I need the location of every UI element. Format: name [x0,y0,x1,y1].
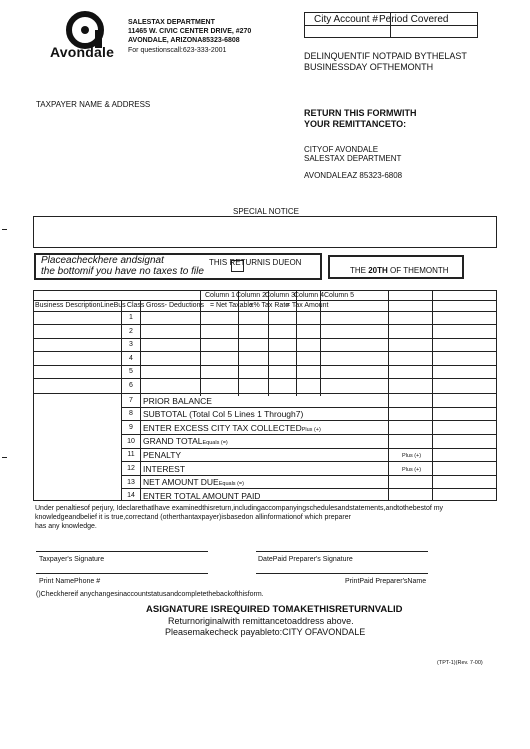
col3-label: Column 3 [265,292,295,299]
row-3-no: 3 [129,341,133,348]
remit-line1: CITYOF AVONDALE [304,145,379,154]
row-7-label: PRIOR BALANCE [143,396,212,406]
row-13-no: 13 [127,479,135,486]
address-change-note: ()Checkhereif anychangesinaccountstatusandcompletethebackofthisform. [36,591,264,598]
perjury-line2: knowledgeandbelief it is true,correctand (otherthantaxpayer)isbasedon allinformationof which preparer [35,514,351,521]
row-12-label: INTEREST [143,464,186,474]
row-2-no: 2 [129,328,133,335]
row-11-plus: Plus (+) [402,453,422,459]
row-4-no: 4 [129,355,133,362]
perjury-line1: Under penaltiesof perjury, Ideclarethatlhave examinedthisreturn,includingaccompanyingschedulesandstatements,andtothebestof my [35,505,444,512]
taxpayer-label: TAXPAYER NAME & ADDRESS [36,100,151,109]
row-10-text: GRAND TOTAL [143,436,203,446]
row-8-no: 8 [129,410,133,417]
return-form-line2: YOUR REMITTANCETO: [304,119,407,129]
dept-city: AVONDALE, ARIZONA85323-6808 [128,37,240,44]
row-11-label: PENALTY [143,450,182,460]
row-9-no: 9 [129,424,133,431]
remit-line2: SALESTAX DEPARTMENT [304,154,402,163]
due-label: THIS RETURNIS DUEON [209,258,302,267]
row-13-note: Equals (=) [218,481,244,487]
footer-payable: Pleasemakecheck payableto:CITY OFAVONDALE [165,627,366,637]
header-net: = Net Taxable [210,302,253,309]
due-pre: THE [350,266,369,275]
due-post: OF THEMONTH [387,266,449,275]
account-label: City Account # [314,14,378,25]
delinquent-line1: DELINQUENTIF NOTPAID BYTHELAST [304,51,467,61]
logo-wordmark: Avondale [50,44,115,60]
header-rate: x% Tax Rate [250,302,290,309]
footer-signature-required: ASIGNATURE ISREQUIRED TOMAKETHISRETURNVALID [146,604,403,615]
due-date-text [350,266,449,275]
questions-phone: For questionscall:623-333-2001 [128,47,227,54]
row-14-label: ENTER TOTAL AMOUNT PAID [143,491,261,501]
row-5-no: 5 [129,368,133,375]
due-day: 20TH [368,266,388,275]
header-gross: Gross- Deductions [146,302,204,309]
remit-line3: AVONDALEAZ 85323-6808 [304,171,403,180]
col1-label: Column 1 [205,292,235,299]
row-14-no: 14 [127,492,135,499]
row-9-note: Plus (+) [301,427,321,433]
row-9-text: ENTER EXCESS CITY TAX COLLECTED [143,423,302,433]
header-desc: Business DescriptionLineBus [35,302,126,309]
row-12-plus: Plus (+) [402,467,422,473]
col2-label: Column 2 [236,292,266,299]
print-name-label: Print NamePhone # [39,578,101,585]
row-8-label: SUBTOTAL (Total Col 5 Lines 1 Through7) [143,409,304,419]
special-notice-box [33,216,497,248]
col4-label: Column 4 [294,292,324,299]
return-form-line1: RETURN THIS FORMWITH [304,108,417,118]
no-tax-line2: the bottomif you have no taxes to file [41,266,204,277]
footer-return-original: Returnoriginalwith remittancetoaddress above. [168,616,354,626]
col5-label: Column 5 [324,292,354,299]
dept-name: SALESTAX DEPARTMENT [128,19,215,26]
row-10-label [143,436,228,446]
row-10-no: 10 [127,438,135,445]
tax-table [33,290,497,501]
special-notice-label: SPECIAL NOTICE [233,207,299,216]
perjury-line3: has any knowledge. [35,523,97,530]
dept-street: 11465 W. CIVIC CENTER DRIVE, #270 [128,28,252,35]
header-amount: = Tax Amount [286,302,329,309]
row-11-no: 11 [127,451,135,458]
print-preparer-label: PrintPaid Preparer'sName [345,578,427,585]
form-id: (TPT-1)(Rev. 7-00) [437,660,483,666]
delinquent-line2: BUSINESSDAY OFTHEMONTH [304,62,434,72]
date-preparer-label: DatePaid Preparer's Signature [258,556,353,563]
no-tax-line1: Placeacheckhere andsignat [41,255,164,266]
period-label: Period Covered [379,14,449,25]
row-7-no: 7 [129,397,133,404]
taxpayer-signature-label: Taxpayer's Signature [39,556,105,563]
avondale-logo [48,10,118,60]
row-13-text: NET AMOUNT DUE [143,477,219,487]
row-1-no: 1 [129,314,133,321]
row-12-no: 12 [127,465,135,472]
row-10-note: Equals (=) [202,440,228,446]
row-6-no: 6 [129,382,133,389]
header-class: . Class [123,302,145,309]
row-13-label [143,477,244,487]
row-9-label [143,423,321,433]
